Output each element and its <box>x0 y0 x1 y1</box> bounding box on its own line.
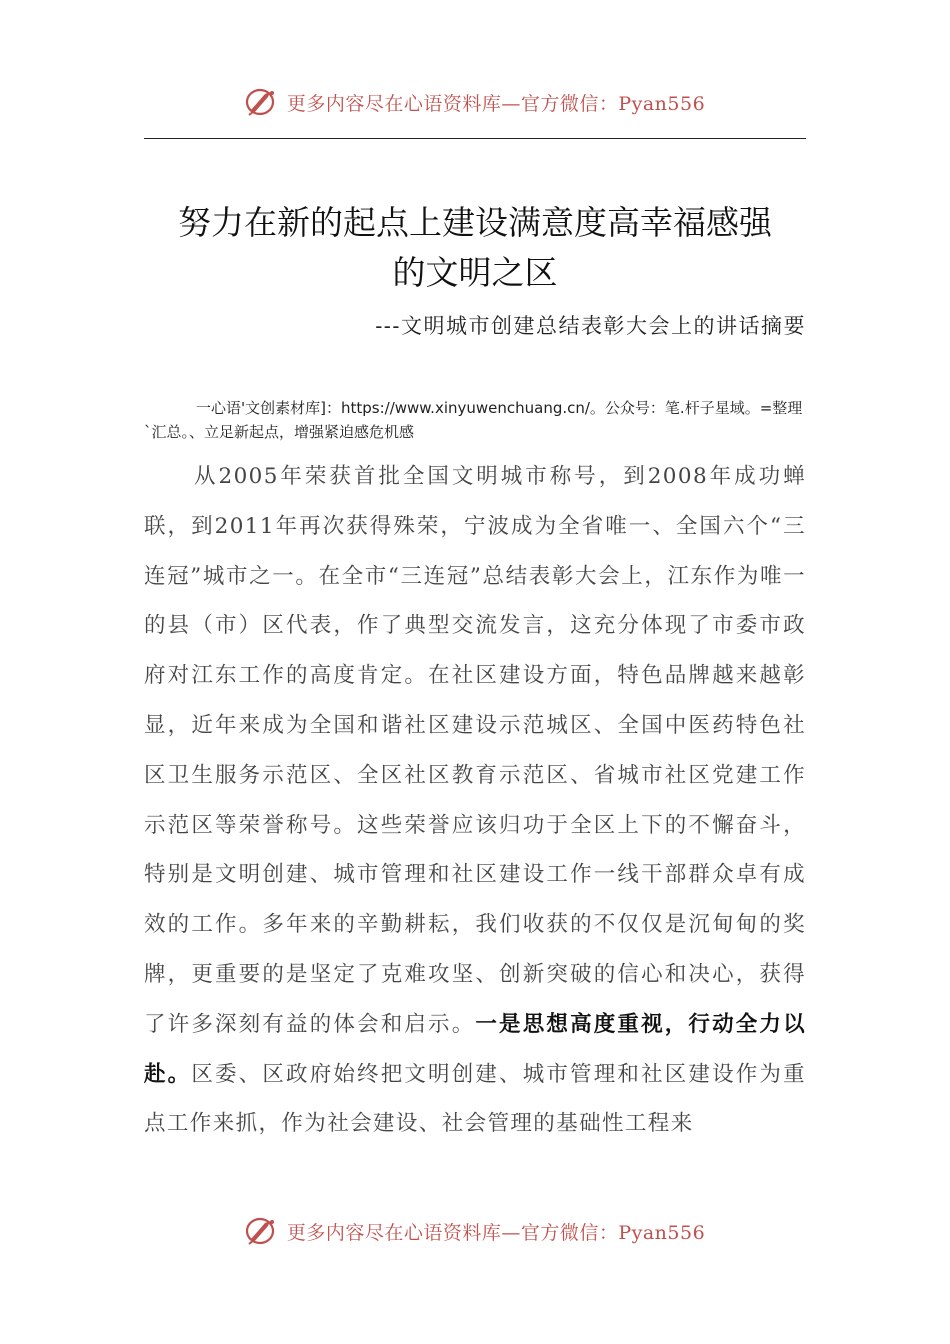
body-text-part-1: 从2005年荣获首批全国文明城市称号，到2008年成功蝉联，到2011年再次获得殊荣，宁波成为全省唯一、全国六个“三连冠”城市之一。在全市“三连冠”总结表彰大会上，江东作为唯一的县（市）区代表，作了典型交流发言，这充分体现了市委市政府对江东工作的高度肯定。在社区建设方面，特色品牌越来越彰显，近年来成为全国和谐社区建设示范城区、全国中医药特色社区卫生服务示范区、全区社区教育示范区、省城市社区党建工作示范区等荣誉称号。这些荣誉应该归功于全区上下的不懈奋斗，特别是文明创建、城市管理和社区建设工作一线干部群众卓有成效的工作。多年来的辛勤耕耘，我们收获的不仅仅是沉甸甸的奖牌，更重要的是坚定了克难攻坚、创新突破的信心和决心，获得了许多深刻有益的体会和启示。 <box>144 464 806 1037</box>
subtitle: ---文明城市创建总结表彰大会上的讲话摘要 <box>375 314 806 338</box>
pen-logo-icon <box>245 1215 279 1247</box>
footer-banner-text: 更多内容尽在心语资料库—官方微信：Pyan556 <box>286 1221 706 1244</box>
header-banner-text: 更多内容尽在心语资料库—官方微信：Pyan556 <box>286 92 706 115</box>
page-title <box>144 198 806 298</box>
body-paragraph <box>144 452 806 1149</box>
header-divider <box>144 138 806 139</box>
body-text-part-2: 区委、区政府始终把文明创建、城市管理和社区建设作为重点工作来抓，作为社会建设、社会管理的基础性工程来 <box>144 1061 806 1137</box>
header-banner <box>0 82 950 122</box>
title-line-2: 的文明之区 <box>392 253 558 292</box>
footer-banner <box>0 1211 950 1251</box>
source-note: 一心语'文创素材库]：https://www.xinyuwenchuang.cn/。公众号：笔.杆子星域。=整理`汇总。、立足新起点，增强紧迫感危机感 <box>144 399 803 441</box>
pen-logo-icon <box>245 86 279 118</box>
title-line-1: 努力在新的起点上建设满意度高幸福感强 <box>178 203 772 242</box>
body-bold-point: 一是思想高度重视，行动全力以赴。 <box>144 1011 806 1087</box>
